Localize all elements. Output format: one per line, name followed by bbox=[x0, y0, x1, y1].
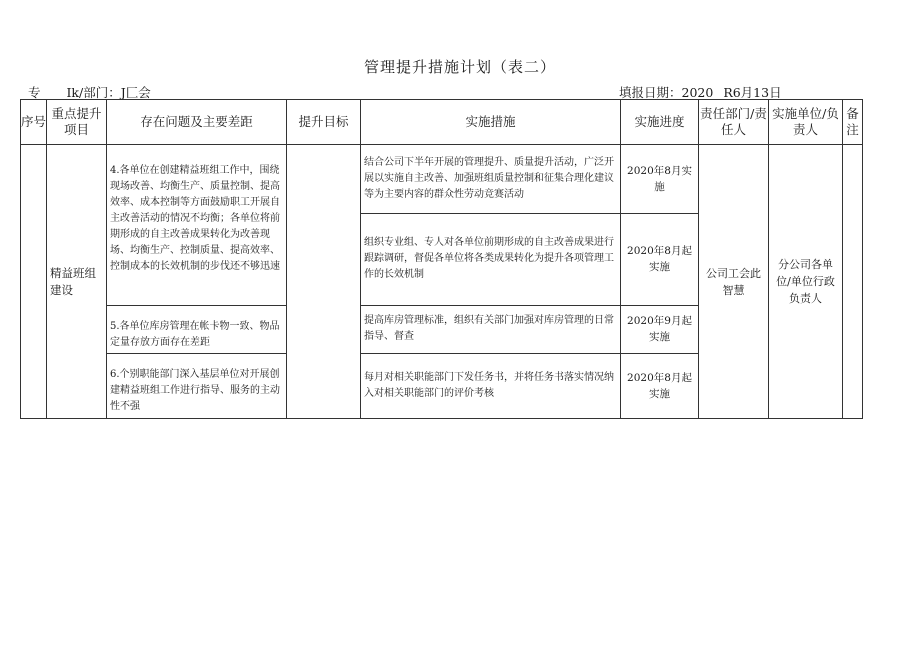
measure-item: 组织专业组、专人对各单位前期形成的自主改善成果进行跟踪调研，督促各单位将各类成果转化为提升各项管理工作的长效机制 bbox=[361, 214, 620, 306]
date-value: R6月13日 bbox=[723, 85, 782, 100]
header-seq: 序号 bbox=[21, 100, 47, 145]
progress-item: 2020年8月实施 bbox=[621, 146, 698, 214]
page-title: 管理提升措施计划（表二） bbox=[363, 58, 556, 76]
header-dept: 责任部门/责任人 bbox=[699, 100, 769, 145]
measure-item: 提高库房管理标准，组织有关部门加强对库房管理的日常指导、督查 bbox=[361, 306, 620, 354]
unit-value: Ik/部门：J匚会 bbox=[66, 85, 151, 100]
header-unit: 实施单位/负责人 bbox=[769, 100, 843, 145]
progress-item: 2020年9月起实施 bbox=[621, 306, 698, 354]
row-dept: 公司工会此智慧 bbox=[699, 145, 769, 419]
problems-cell bbox=[107, 145, 287, 419]
header-focus: 重点提升项目 bbox=[47, 100, 107, 145]
row-seq bbox=[21, 145, 47, 419]
measure-item: 结合公司下半年开展的管理提升、质量提升活动，广泛开展以实施自主改善、加强班组质量控制和征集合理化建议等为主要内容的群众性劳动竞赛活动 bbox=[361, 146, 620, 214]
header-problems: 存在问题及主要差距 bbox=[107, 100, 287, 145]
unit-label: 专 bbox=[28, 85, 41, 100]
header-remark: 备注 bbox=[843, 100, 863, 145]
row-focus: 精益班组建设 bbox=[47, 145, 107, 419]
row-remark bbox=[843, 145, 863, 419]
problem-item: 5.各单位库房管理在帐卡物一致、物品定量存放方面存在差距 bbox=[107, 306, 286, 354]
problem-item: 6.个别职能部门深入基层单位对开展创建精益班组工作进行指导、服务的主动性不强 bbox=[110, 368, 280, 412]
progress-item: 2020年8月起实施 bbox=[627, 371, 692, 400]
problem-item: 4.各单位在创建精益班组工作中，围绕现场改善、均衡生产、质量控制、提高效率、成本控制等方面鼓励职工开展自主改善活动的情况不均衡；各单位将前期形成的自主改善成果转化为改善现场、均衡生产、控制质量、提高效率、控制成本的长效机制的步伐还不够迅速 bbox=[107, 146, 286, 306]
progress-cell bbox=[621, 145, 699, 419]
date-label: 填报日期：2020 bbox=[619, 85, 714, 100]
progress-item: 2020年8月起实施 bbox=[621, 214, 698, 306]
measure-item: 每月对相关职能部门下发任务书，并将任务书落实情况纳入对相关职能部门的评价考核 bbox=[364, 371, 614, 399]
measures-cell bbox=[361, 145, 621, 419]
plan-table bbox=[20, 99, 863, 419]
header-goal: 提升目标 bbox=[287, 100, 361, 145]
header-measures: 实施措施 bbox=[361, 100, 621, 145]
row-goal bbox=[287, 145, 361, 419]
row-unit: 分公司各单位/单位行政负责人 bbox=[769, 145, 843, 419]
header-row bbox=[21, 100, 863, 145]
header-progress: 实施进度 bbox=[621, 100, 699, 145]
table-row bbox=[21, 145, 863, 419]
